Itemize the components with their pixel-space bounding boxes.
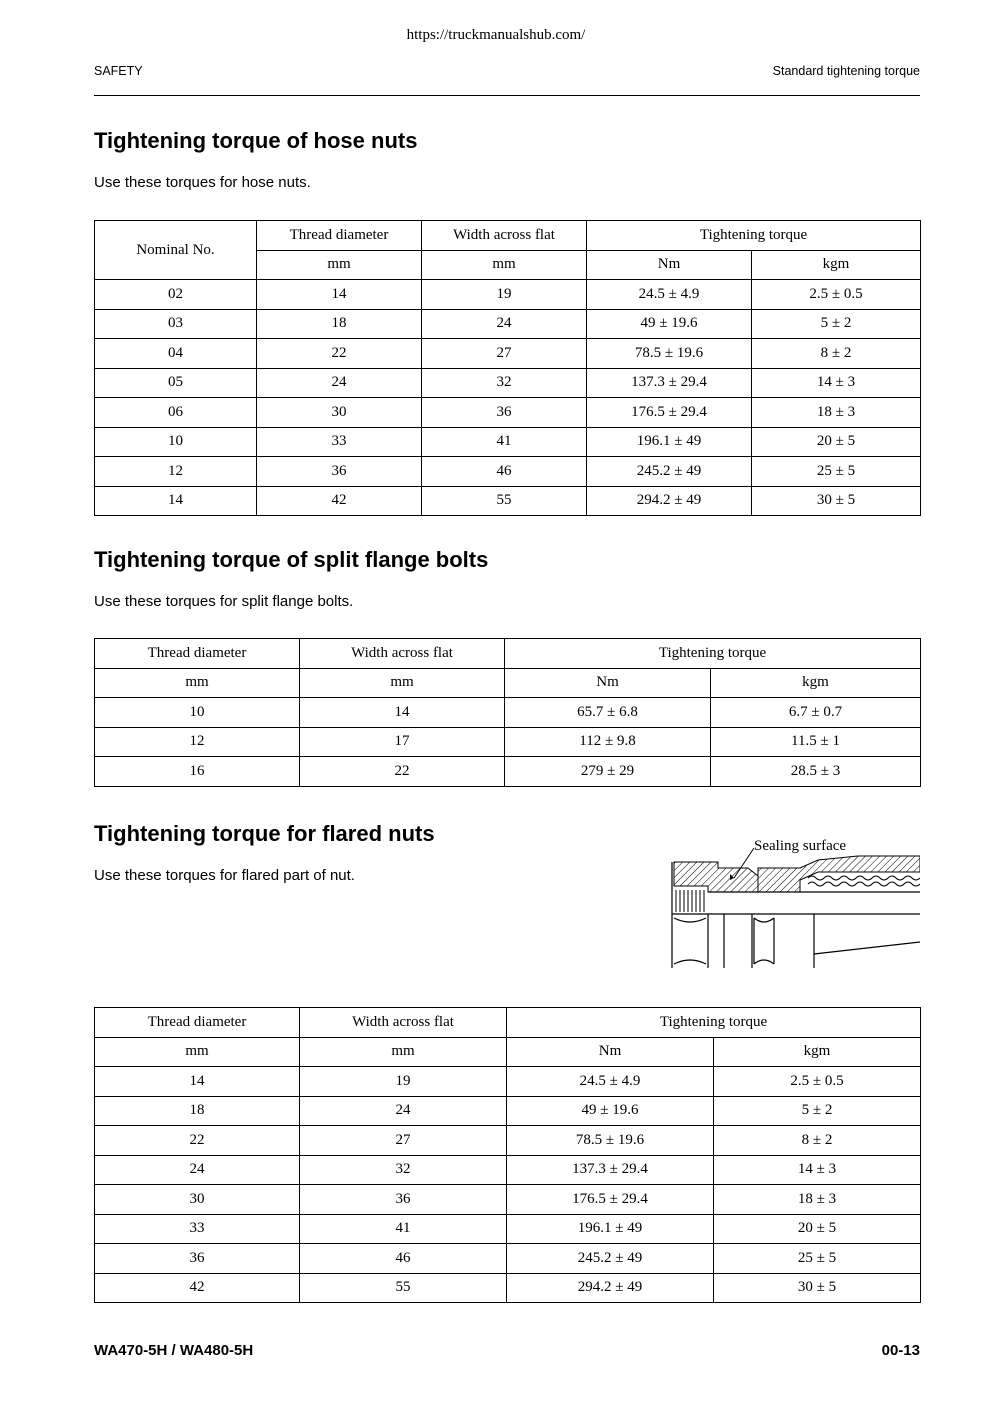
unit-kgm: kgm [752, 250, 921, 280]
table-cell: 196.1 ± 49 [507, 1214, 714, 1244]
table-cell: 46 [300, 1244, 507, 1274]
table-cell: 24 [300, 1096, 507, 1126]
table-cell: 02 [95, 280, 257, 310]
col-thread: Thread diameter [95, 1008, 300, 1038]
table-cell: 24 [257, 368, 422, 398]
table-cell: 05 [95, 368, 257, 398]
col-width: Width across flat [300, 639, 505, 669]
table-cell: 24.5 ± 4.9 [587, 280, 752, 310]
table-cell: 22 [95, 1126, 300, 1156]
split-flange-title: Tightening torque of split flange bolts [94, 547, 489, 572]
table-cell: 8 ± 2 [714, 1126, 921, 1156]
table-row [95, 398, 921, 428]
table-cell: 36 [95, 1244, 300, 1274]
table-cell: 294.2 ± 49 [507, 1273, 714, 1303]
hose-nuts-intro: Use these torques for hose nuts. [94, 174, 311, 191]
table-cell: 12 [95, 727, 300, 757]
table-row [95, 1067, 921, 1097]
table-row [95, 698, 921, 728]
table-cell: 42 [257, 486, 422, 516]
table-cell: 245.2 ± 49 [587, 457, 752, 487]
table-cell: 279 ± 29 [505, 757, 711, 787]
flared-nuts-intro: Use these torques for flared part of nut. [94, 867, 355, 884]
table-cell: 10 [95, 427, 257, 457]
unit-nm: Nm [505, 668, 711, 698]
table-cell: 55 [422, 486, 587, 516]
table-cell: 176.5 ± 29.4 [507, 1185, 714, 1215]
table-row [95, 1126, 921, 1156]
table-row [95, 1214, 921, 1244]
table-cell: 49 ± 19.6 [587, 309, 752, 339]
table-cell: 30 ± 5 [752, 486, 921, 516]
unit-width: mm [300, 1037, 507, 1067]
table-cell: 18 ± 3 [752, 398, 921, 428]
table-cell: 27 [300, 1126, 507, 1156]
table-cell: 78.5 ± 19.6 [587, 339, 752, 369]
table-cell: 14 ± 3 [752, 368, 921, 398]
table-row [95, 727, 921, 757]
table-cell: 55 [300, 1273, 507, 1303]
table-cell: 112 ± 9.8 [505, 727, 711, 757]
table-row [95, 757, 921, 787]
unit-nm: Nm [587, 250, 752, 280]
table-cell: 196.1 ± 49 [587, 427, 752, 457]
hose-nuts-title: Tightening torque of hose nuts [94, 128, 418, 153]
table-cell: 41 [422, 427, 587, 457]
table-cell: 30 ± 5 [714, 1273, 921, 1303]
table-cell: 04 [95, 339, 257, 369]
table-cell: 14 [95, 1067, 300, 1097]
col-torque: Tightening torque [587, 221, 921, 251]
table-cell: 14 [257, 280, 422, 310]
unit-nm: Nm [507, 1037, 714, 1067]
table-cell: 6.7 ± 0.7 [711, 698, 921, 728]
table-row [95, 339, 921, 369]
table-cell: 36 [257, 457, 422, 487]
table-row [95, 486, 921, 516]
table-cell: 41 [300, 1214, 507, 1244]
unit-thread: mm [257, 250, 422, 280]
table-cell: 42 [95, 1273, 300, 1303]
table-cell: 33 [257, 427, 422, 457]
table-cell: 20 ± 5 [752, 427, 921, 457]
col-nominal: Nominal No. [95, 221, 257, 280]
table-cell: 32 [300, 1155, 507, 1185]
table-cell: 28.5 ± 3 [711, 757, 921, 787]
table-row [95, 1096, 921, 1126]
figure-label: Sealing surface [754, 838, 847, 854]
table-row [95, 309, 921, 339]
table-cell: 25 ± 5 [752, 457, 921, 487]
table-cell: 137.3 ± 29.4 [587, 368, 752, 398]
table-cell: 78.5 ± 19.6 [507, 1126, 714, 1156]
table-row [95, 280, 921, 310]
table-cell: 22 [257, 339, 422, 369]
table-cell: 36 [422, 398, 587, 428]
table-cell: 20 ± 5 [714, 1214, 921, 1244]
table-cell: 5 ± 2 [752, 309, 921, 339]
table-cell: 2.5 ± 0.5 [752, 280, 921, 310]
col-width: Width across flat [422, 221, 587, 251]
table-cell: 30 [257, 398, 422, 428]
split-flange-table [94, 638, 921, 787]
table-cell: 18 ± 3 [714, 1185, 921, 1215]
table-cell: 11.5 ± 1 [711, 727, 921, 757]
table-cell: 17 [300, 727, 505, 757]
footer-model: WA470-5H / WA480-5H [94, 1342, 254, 1359]
table-cell: 06 [95, 398, 257, 428]
table-row [95, 1185, 921, 1215]
flared-nuts-table [94, 1007, 921, 1303]
table-row [95, 1244, 921, 1274]
col-torque: Tightening torque [507, 1008, 921, 1038]
table-cell: 33 [95, 1214, 300, 1244]
table-cell: 2.5 ± 0.5 [714, 1067, 921, 1097]
table-row [95, 368, 921, 398]
col-width: Width across flat [300, 1008, 507, 1038]
table-cell: 12 [95, 457, 257, 487]
col-thread: Thread diameter [257, 221, 422, 251]
table-cell: 24.5 ± 4.9 [507, 1067, 714, 1097]
table-cell: 18 [257, 309, 422, 339]
table-cell: 10 [95, 698, 300, 728]
table-cell: 5 ± 2 [714, 1096, 921, 1126]
col-torque: Tightening torque [505, 639, 921, 669]
footer-page-number: 00-13 [881, 1342, 920, 1359]
unit-thread: mm [95, 668, 300, 698]
table-cell: 30 [95, 1185, 300, 1215]
table-cell: 294.2 ± 49 [587, 486, 752, 516]
table-cell: 24 [422, 309, 587, 339]
table-cell: 19 [300, 1067, 507, 1097]
unit-width: mm [422, 250, 587, 280]
header-divider [94, 95, 920, 96]
table-cell: 16 [95, 757, 300, 787]
table-cell: 03 [95, 309, 257, 339]
table-cell: 49 ± 19.6 [507, 1096, 714, 1126]
split-flange-intro: Use these torques for split flange bolts. [94, 593, 354, 610]
table-cell: 19 [422, 280, 587, 310]
table-cell: 18 [95, 1096, 300, 1126]
header-section: SAFETY [94, 64, 143, 78]
table-cell: 176.5 ± 29.4 [587, 398, 752, 428]
table-cell: 14 [95, 486, 257, 516]
table-cell: 14 [300, 698, 505, 728]
table-cell: 65.7 ± 6.8 [505, 698, 711, 728]
table-cell: 36 [300, 1185, 507, 1215]
header-topic: Standard tightening torque [772, 64, 920, 78]
table-cell: 14 ± 3 [714, 1155, 921, 1185]
col-thread: Thread diameter [95, 639, 300, 669]
table-cell: 8 ± 2 [752, 339, 921, 369]
hose-nuts-table [94, 220, 921, 516]
unit-width: mm [300, 668, 505, 698]
unit-thread: mm [95, 1037, 300, 1067]
table-cell: 46 [422, 457, 587, 487]
table-cell: 27 [422, 339, 587, 369]
table-cell: 32 [422, 368, 587, 398]
table-cell: 22 [300, 757, 505, 787]
table-row [95, 1273, 921, 1303]
table-cell: 137.3 ± 29.4 [507, 1155, 714, 1185]
flared-nuts-title: Tightening torque for flared nuts [94, 821, 435, 846]
table-cell: 245.2 ± 49 [507, 1244, 714, 1274]
table-row [95, 457, 921, 487]
table-row [95, 1155, 921, 1185]
unit-kgm: kgm [714, 1037, 921, 1067]
table-cell: 24 [95, 1155, 300, 1185]
unit-kgm: kgm [711, 668, 921, 698]
table-row [95, 427, 921, 457]
table-cell: 25 ± 5 [714, 1244, 921, 1274]
source-url: https://truckmanualshub.com/ [406, 27, 586, 43]
flared-nut-diagram [668, 834, 920, 974]
